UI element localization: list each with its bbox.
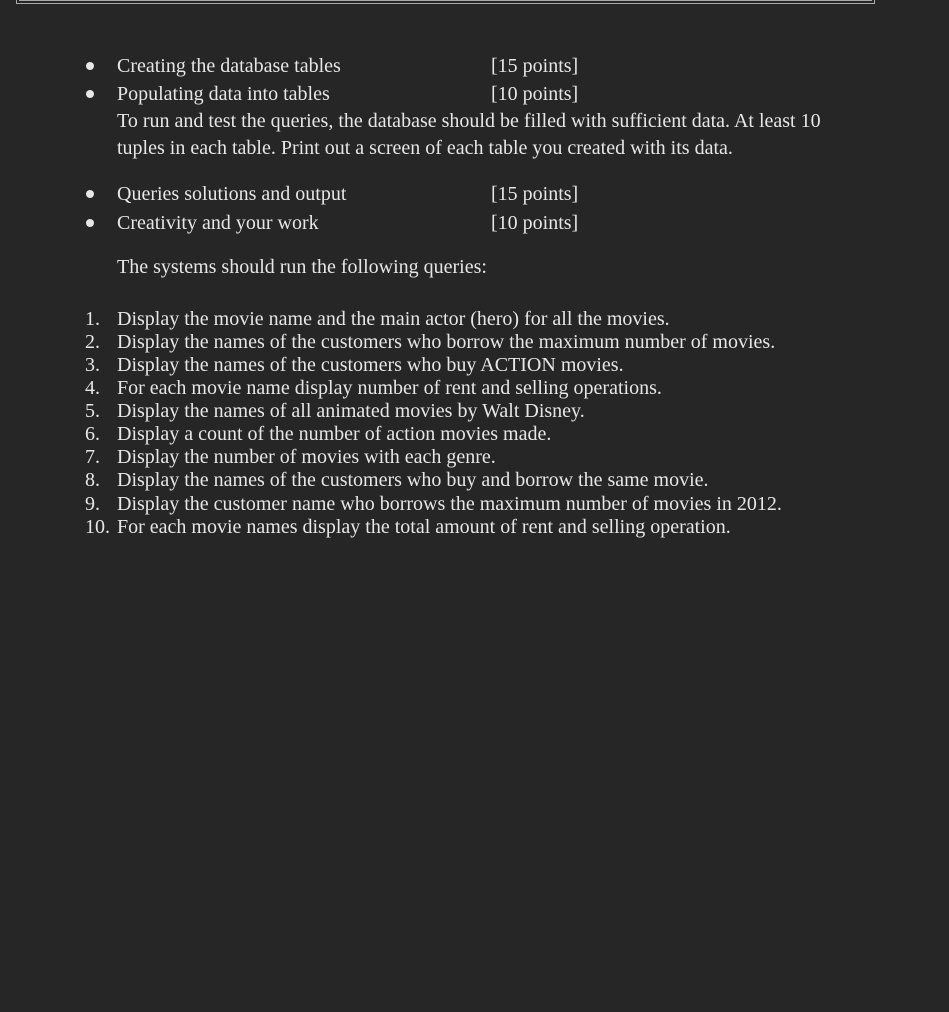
grading-item-points: [15 points]: [491, 55, 579, 77]
queries-intro: The systems should run the following queries:: [117, 256, 487, 278]
query-number: 8.: [85, 469, 100, 491]
query-text: Display a count of the number of action movies made.: [117, 423, 552, 445]
query-number: 5.: [85, 400, 100, 422]
bullet-icon: [86, 62, 94, 70]
query-text: For each movie name display number of rent and selling operations.: [117, 377, 662, 399]
grading-item-label: Creating the database tables: [117, 55, 341, 77]
query-text: Display the names of the customers who buy ACTION movies.: [117, 354, 624, 376]
paragraph-line: tuples in each table. Print out a screen of each table you created with its data.: [117, 137, 733, 159]
query-number: 4.: [85, 377, 100, 399]
table-bottom-edge: [16, 0, 875, 4]
grading-item-points: [10 points]: [491, 212, 579, 234]
bullet-icon: [86, 190, 94, 198]
query-number: 6.: [85, 423, 100, 445]
paragraph-line: To run and test the queries, the database should be filled with sufficient data. At least 10: [117, 110, 821, 132]
query-text: Display the names of the customers who borrow the maximum number of movies.: [117, 331, 776, 353]
query-number: 2.: [85, 331, 100, 353]
table-cell-divider: [318, 0, 324, 1]
grading-item-label: Queries solutions and output: [117, 183, 347, 205]
query-text: Display the customer name who borrows the maximum number of movies in 2012.: [117, 493, 782, 515]
grading-item-points: [10 points]: [491, 83, 579, 105]
bullet-icon: [86, 90, 94, 98]
query-text: For each movie names display the total amount of rent and selling operation.: [117, 516, 731, 538]
query-number: 7.: [85, 446, 100, 468]
query-text: Display the names of all animated movies by Walt Disney.: [117, 400, 585, 422]
grading-item-label: Populating data into tables: [117, 83, 330, 105]
table-inner-border: [19, 0, 872, 1]
query-number: 9.: [85, 493, 100, 515]
table-cell-divider: [584, 0, 590, 1]
query-text: Display the movie name and the main actor (hero) for all the movies.: [117, 308, 670, 330]
bullet-icon: [86, 219, 94, 227]
query-text: Display the names of the customers who buy and borrow the same movie.: [117, 469, 709, 491]
grading-item-points: [15 points]: [491, 183, 579, 205]
query-number: 1.: [85, 308, 100, 330]
query-number: 3.: [85, 354, 100, 376]
query-number: 10.: [85, 516, 110, 538]
query-text: Display the number of movies with each genre.: [117, 446, 496, 468]
grading-item-label: Creativity and your work: [117, 212, 319, 234]
